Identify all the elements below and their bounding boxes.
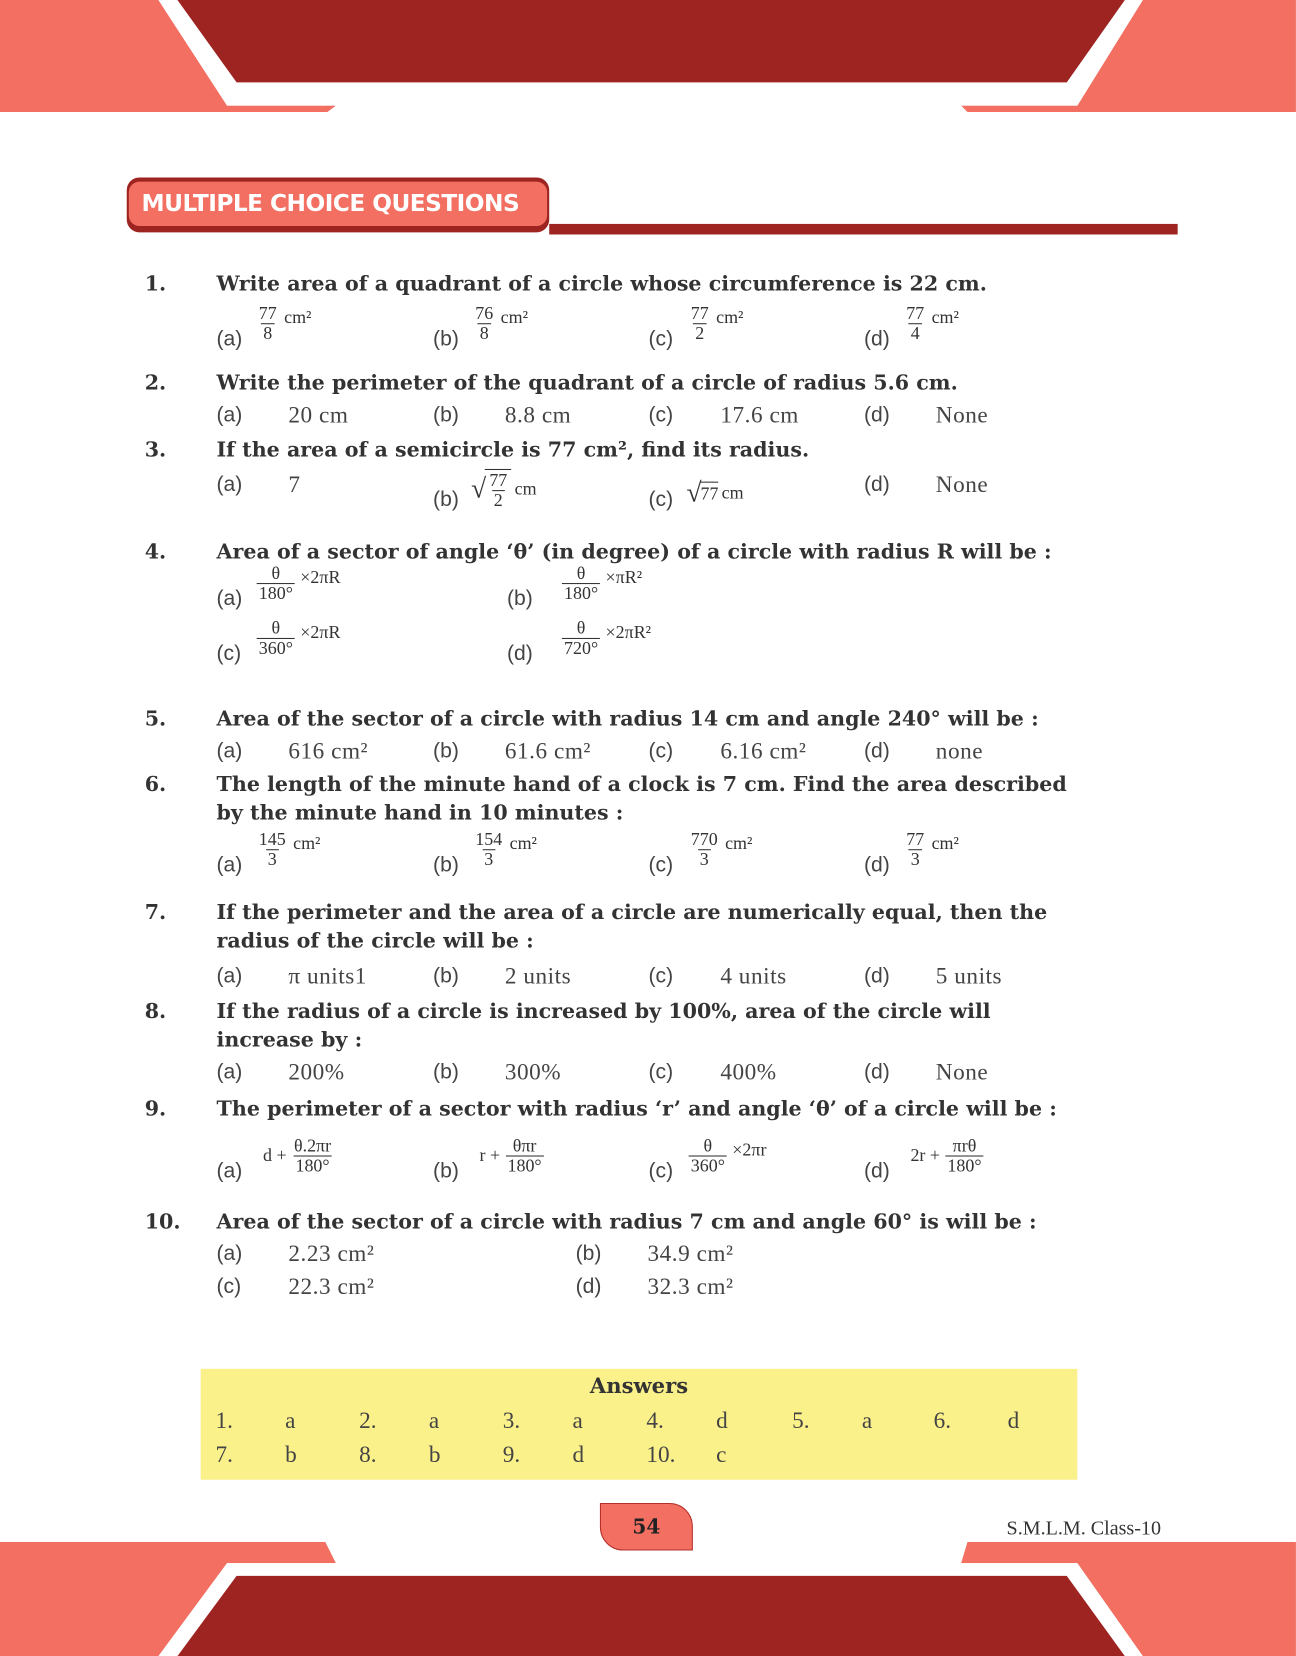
question-number: 3. <box>144 437 167 462</box>
option-math[interactable] <box>471 304 528 343</box>
fraction-numerator: θ.2πr <box>293 1135 332 1156</box>
option-suffix: cm <box>721 482 744 503</box>
option-value[interactable]: 17.6 cm <box>720 401 799 428</box>
option-prefix: d + <box>262 1145 287 1166</box>
question-text: The perimeter of a sector with radius ‘r’ and angle ‘θ’ of a circle will be : <box>216 1096 1057 1121</box>
option-value[interactable]: 5 units <box>935 962 1003 989</box>
question-number: 5. <box>144 706 167 731</box>
option-value[interactable]: 6.16 cm² <box>720 737 807 764</box>
option-math[interactable] <box>255 564 341 603</box>
option-label[interactable]: (c) <box>648 739 674 763</box>
answer-choice: b <box>285 1440 297 1468</box>
option-label[interactable]: (b) <box>433 739 459 763</box>
option-label[interactable]: (c) <box>216 1274 242 1299</box>
fraction-numerator: θ <box>271 617 281 638</box>
question-number: 2. <box>144 370 167 396</box>
fraction-denominator: 2 <box>492 490 505 510</box>
option-math[interactable] <box>480 1136 546 1175</box>
answer-choice: a <box>428 1406 440 1434</box>
fraction-numerator: 77 <box>906 303 925 324</box>
option-value[interactable]: 2.23 cm² <box>288 1239 375 1267</box>
fraction <box>904 304 926 343</box>
option-math[interactable] <box>910 1136 985 1175</box>
option-label[interactable]: (b) <box>575 1242 602 1266</box>
question-text: Area of the sector of a circle with radius 7 cm and angle 60° is will be : <box>216 1209 1037 1234</box>
option-label[interactable]: (d) <box>863 473 890 497</box>
fraction-numerator: θπr <box>512 1135 537 1156</box>
question-text: Area of the sector of a circle with radius 14 cm and angle 240° will be : <box>216 706 1039 731</box>
answers-title: Answers <box>589 1373 689 1399</box>
fraction <box>487 471 509 510</box>
question-text: increase by : <box>216 1027 363 1052</box>
option-value[interactable]: π units1 <box>288 962 367 989</box>
option-suffix: ×2πR² <box>605 622 652 643</box>
option-math[interactable] <box>687 830 753 869</box>
fraction-numerator: 77 <box>258 303 277 324</box>
option-value[interactable]: None <box>935 1058 989 1085</box>
answer-question-number: 1. <box>215 1406 233 1434</box>
fraction-numerator: θ <box>576 617 586 638</box>
option-suffix: cm² <box>500 307 528 328</box>
answer-question-number: 7. <box>215 1440 233 1468</box>
option-label[interactable]: (c) <box>648 403 674 427</box>
option-math[interactable] <box>902 830 959 869</box>
question-text: Area of a sector of angle ‘θ’ (in degree) of a circle with radius R will be : <box>216 539 1052 565</box>
question-number: 8. <box>144 999 167 1024</box>
fraction-denominator: 360° <box>257 638 295 658</box>
answer-question-number: 6. <box>933 1406 952 1434</box>
option-math[interactable] <box>471 830 537 869</box>
answer-choice: a <box>285 1406 296 1434</box>
question-text: radius of the circle will be : <box>216 928 534 953</box>
fraction-numerator: 154 <box>475 829 503 850</box>
fraction-denominator: 3 <box>482 849 495 869</box>
fraction-numerator: 770 <box>690 829 718 850</box>
option-suffix: cm² <box>931 307 959 328</box>
option-suffix: cm² <box>284 307 312 328</box>
question-text: by the minute hand in 10 minutes : <box>216 800 624 825</box>
header-decoration <box>0 0 1296 112</box>
answer-question-number: 9. <box>502 1440 521 1468</box>
option-label[interactable]: (c) <box>216 642 242 666</box>
option-label[interactable]: (b) <box>433 487 459 512</box>
fraction-denominator: 180° <box>945 1155 983 1175</box>
answer-question-number: 4. <box>646 1406 664 1434</box>
option-suffix: ×2πR <box>300 622 341 643</box>
option-value[interactable]: None <box>935 471 989 498</box>
answer-choice: d <box>572 1440 585 1468</box>
answer-question-number: 8. <box>359 1440 377 1468</box>
fraction <box>257 830 288 869</box>
option-label[interactable]: (d) <box>863 327 890 351</box>
option-math[interactable] <box>255 830 321 869</box>
option-label[interactable]: (c) <box>648 327 674 351</box>
sqrt-symbol <box>471 469 511 510</box>
fraction <box>257 564 295 603</box>
option-value[interactable]: 2 units <box>504 962 572 989</box>
option-value[interactable]: 400% <box>720 1058 777 1085</box>
answer-question-number: 5. <box>792 1406 810 1434</box>
option-prefix: 2r + <box>910 1145 941 1166</box>
option-label[interactable]: (a) <box>216 473 243 497</box>
option-value[interactable]: 616 cm² <box>288 737 369 764</box>
fraction-denominator: 8 <box>261 323 274 343</box>
question-text: The length of the minute hand of a clock is 7 cm. Find the area described <box>216 772 1067 797</box>
option-value[interactable]: 4 units <box>720 962 787 989</box>
fraction-denominator: 180° <box>562 583 600 603</box>
question-number: 7. <box>144 899 167 925</box>
option-value[interactable]: 61.6 cm² <box>504 737 591 764</box>
fraction <box>257 619 295 658</box>
footer-text: S.M.L.M. Class-10 <box>1006 1517 1161 1540</box>
fraction <box>257 304 279 343</box>
option-math[interactable] <box>255 304 312 343</box>
option-label[interactable]: (d) <box>863 1060 890 1084</box>
answer-choice: d <box>716 1406 728 1434</box>
fraction <box>562 564 600 603</box>
fraction-numerator: 77 <box>690 303 709 324</box>
radicand <box>485 469 511 510</box>
fraction <box>689 1136 727 1175</box>
option-label[interactable]: (b) <box>506 587 533 611</box>
option-label[interactable]: (d) <box>863 1159 890 1183</box>
answer-question-number: 2. <box>359 1406 377 1434</box>
option-value[interactable]: 32.3 cm² <box>647 1272 734 1300</box>
fraction-numerator: 77 <box>906 829 925 850</box>
option-suffix: cm² <box>293 833 321 854</box>
option-label[interactable]: (a) <box>216 1159 243 1183</box>
question-number: 10. <box>144 1209 181 1234</box>
question-text: If the area of a semicircle is 77 cm², find its radius. <box>216 437 810 462</box>
option-math[interactable] <box>687 477 744 509</box>
option-label[interactable]: (d) <box>863 739 890 763</box>
option-math[interactable] <box>687 304 744 343</box>
option-suffix: cm² <box>509 833 537 854</box>
fraction-denominator: 180° <box>257 583 295 603</box>
fraction <box>945 1136 983 1175</box>
fraction-denominator: 3 <box>909 849 922 869</box>
question-text: Write area of a quadrant of a circle whose circumference is 22 cm. <box>216 271 987 296</box>
fraction-denominator: 180° <box>293 1155 331 1175</box>
option-prefix: r + <box>479 1145 501 1166</box>
option-value[interactable]: 7 <box>288 471 301 498</box>
option-value[interactable]: 8.8 cm <box>504 401 572 428</box>
answer-choice: b <box>428 1440 441 1468</box>
option-suffix: ×πR² <box>605 567 643 588</box>
fraction <box>904 830 926 869</box>
fraction-denominator: 3 <box>266 849 279 869</box>
fraction <box>505 1136 543 1175</box>
option-label[interactable]: (b) <box>433 853 459 877</box>
option-label[interactable]: (b) <box>433 964 459 988</box>
radicand <box>701 482 719 505</box>
sqrt-symbol <box>687 477 719 509</box>
option-label[interactable]: (a) <box>216 1242 243 1266</box>
fraction-numerator: θ <box>576 562 586 584</box>
option-math[interactable] <box>560 564 642 603</box>
option-label[interactable]: (b) <box>433 1060 459 1084</box>
option-label[interactable]: (d) <box>506 642 533 666</box>
option-math[interactable] <box>560 619 651 658</box>
option-label[interactable]: (c) <box>648 964 674 988</box>
question-number: 6. <box>144 772 167 797</box>
fraction <box>473 304 495 343</box>
fraction-numerator: 145 <box>258 829 286 850</box>
option-label[interactable]: (d) <box>863 403 890 427</box>
radicand-value: 77 <box>700 483 719 504</box>
fraction-numerator: θ <box>703 1135 713 1156</box>
option-math[interactable] <box>255 619 341 658</box>
fraction-numerator: 76 <box>475 303 494 324</box>
option-label[interactable]: (a) <box>216 1060 243 1084</box>
answer-question-number: 3. <box>502 1406 521 1434</box>
option-value[interactable]: 20 cm <box>288 401 349 428</box>
option-value[interactable]: none <box>935 737 984 764</box>
fraction-denominator: 8 <box>478 323 491 343</box>
section-heading <box>127 177 549 232</box>
page-number: 54 <box>600 1503 693 1551</box>
fraction-numerator: πrθ <box>952 1135 977 1156</box>
fraction-denominator: 180° <box>505 1155 543 1175</box>
option-label[interactable]: (a) <box>216 587 243 611</box>
fraction <box>562 619 600 658</box>
section-title: MULTIPLE CHOICE QUESTIONS <box>141 190 520 218</box>
option-suffix: cm² <box>716 307 744 328</box>
option-suffix: cm² <box>725 833 753 854</box>
answer-choice: a <box>572 1406 583 1434</box>
option-math[interactable] <box>263 1136 335 1175</box>
question-number: 1. <box>144 271 167 296</box>
answer-choice: c <box>716 1440 727 1468</box>
option-value[interactable]: None <box>935 401 989 428</box>
option-suffix: cm² <box>931 833 959 854</box>
option-value[interactable]: 34.9 cm² <box>647 1239 734 1267</box>
option-label[interactable]: (d) <box>575 1274 602 1299</box>
footer-decoration <box>0 1542 1296 1656</box>
option-suffix: ×2πR <box>300 567 341 588</box>
answers-box <box>201 1369 1078 1480</box>
fraction <box>689 830 720 869</box>
answer-question-number: 10. <box>646 1440 676 1468</box>
option-label[interactable]: (d) <box>863 964 890 988</box>
option-label[interactable]: (a) <box>216 964 243 988</box>
option-suffix: ×2πr <box>732 1140 767 1161</box>
option-label[interactable]: (b) <box>433 327 459 351</box>
fraction <box>473 830 504 869</box>
radical-sign: √ <box>686 477 702 509</box>
option-label[interactable]: (a) <box>216 739 243 763</box>
fraction-denominator: 360° <box>689 1155 727 1175</box>
option-label[interactable]: (a) <box>216 853 243 877</box>
option-label[interactable]: (c) <box>648 853 674 877</box>
fraction-denominator: 2 <box>693 323 706 343</box>
heading-underline <box>549 224 1177 235</box>
option-label[interactable]: (c) <box>648 1159 674 1183</box>
fraction-denominator: 4 <box>909 323 922 343</box>
fraction-numerator: θ <box>271 562 281 584</box>
question-text: If the radius of a circle is increased by 100%, area of the circle will <box>216 999 991 1024</box>
question-number: 9. <box>144 1096 167 1121</box>
option-label[interactable]: (b) <box>433 1159 459 1183</box>
radical-sign: √ <box>471 473 487 505</box>
option-label[interactable]: (a) <box>216 403 243 427</box>
fraction <box>292 1136 333 1175</box>
option-value[interactable]: 22.3 cm² <box>288 1272 375 1300</box>
option-math[interactable] <box>687 1136 767 1175</box>
option-math[interactable] <box>471 469 537 510</box>
option-label[interactable]: (d) <box>863 853 890 877</box>
option-label[interactable]: (a) <box>216 327 243 351</box>
fraction-denominator: 720° <box>562 638 600 658</box>
fraction <box>689 304 711 343</box>
option-suffix: cm <box>514 478 537 499</box>
option-label[interactable]: (c) <box>648 1060 674 1084</box>
answer-choice: a <box>861 1406 873 1434</box>
fraction-numerator: 77 <box>489 470 508 491</box>
option-math[interactable] <box>902 304 959 343</box>
question-text: If the perimeter and the area of a circle are numerically equal, then the <box>216 899 1048 925</box>
option-label[interactable]: (c) <box>648 487 674 512</box>
answer-choice: d <box>1007 1406 1020 1434</box>
fraction-denominator: 3 <box>698 849 711 869</box>
option-label[interactable]: (b) <box>433 403 459 427</box>
option-value[interactable]: 200% <box>288 1058 345 1085</box>
option-value[interactable]: 300% <box>504 1058 562 1085</box>
question-number: 4. <box>144 539 167 565</box>
question-text: Write the perimeter of the quadrant of a circle of radius 5.6 cm. <box>216 370 958 396</box>
